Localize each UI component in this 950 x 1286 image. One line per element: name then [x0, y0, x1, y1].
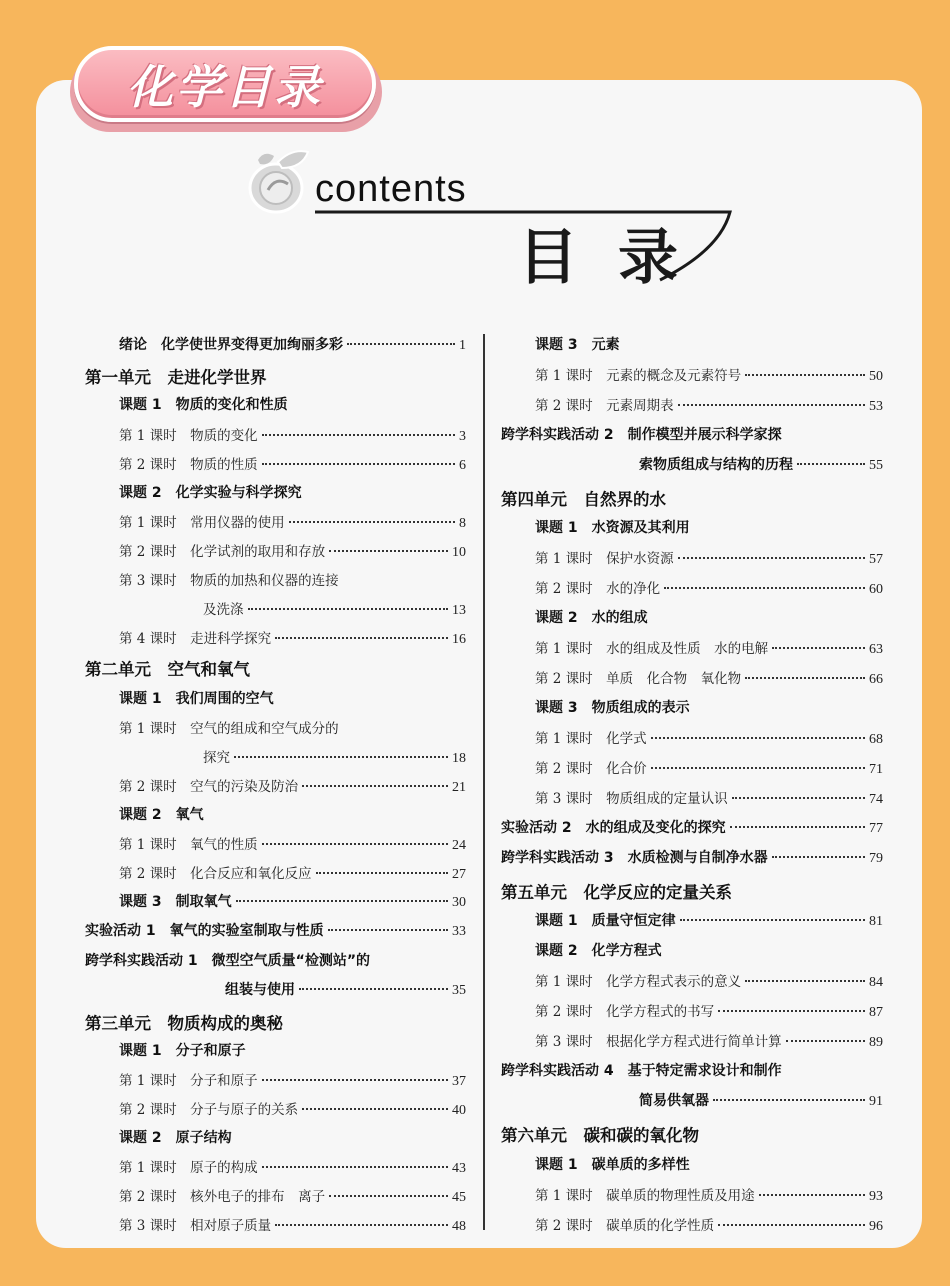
toc-entry[interactable] — [501, 879, 883, 903]
dot-leader — [289, 521, 455, 523]
toc-entry[interactable] — [119, 334, 466, 354]
toc-entry[interactable] — [535, 910, 883, 930]
entry-title: 课题 3 元素 — [535, 337, 620, 353]
entry-title: 实验活动 2 水的组成及变化的探究 — [501, 820, 726, 836]
toc-entry[interactable] — [501, 1060, 883, 1080]
entry-title: 第 3 课时 物质组成的定量认识 — [535, 791, 728, 807]
entry-title: 第 1 课时 化学式 — [535, 731, 647, 747]
entry-title: 第 1 课时 常用仪器的使用 — [119, 515, 285, 531]
entry-title: 第 2 课时 化学方程式的书写 — [535, 1004, 715, 1020]
toc-entry[interactable] — [535, 394, 883, 415]
toc-entry[interactable] — [501, 424, 883, 444]
toc-entry[interactable] — [535, 607, 883, 627]
page-number: 27 — [452, 867, 466, 882]
dot-leader — [262, 1166, 448, 1168]
entry-title: 第 3 课时 物质的加热和仪器的连接 — [119, 573, 339, 589]
page-number: 40 — [452, 1103, 466, 1118]
page-number: 50 — [869, 369, 883, 384]
page-number: 35 — [452, 983, 466, 998]
dot-leader — [732, 797, 865, 799]
entry-title: 课题 1 我们周围的空气 — [119, 691, 274, 707]
page-number: 71 — [869, 762, 883, 777]
toc-entry[interactable] — [119, 775, 466, 796]
toc-entry[interactable] — [639, 454, 883, 474]
toc-entry[interactable] — [119, 862, 466, 883]
entry-title: 第一单元 走进化学世界 — [85, 368, 267, 387]
entry-title: 第 2 课时 水的净化 — [535, 581, 661, 597]
toc-entry[interactable] — [535, 577, 883, 598]
toc-entry[interactable] — [535, 787, 883, 808]
toc-entry[interactable] — [535, 1214, 883, 1235]
entry-title: 第 1 课时 碳单质的物理性质及用途 — [535, 1188, 755, 1204]
entry-title: 第 2 课时 化合反应和氧化反应 — [119, 866, 312, 882]
toc-entry[interactable] — [535, 757, 883, 778]
toc-entry[interactable] — [119, 891, 466, 911]
page-number: 57 — [869, 552, 883, 567]
entry-title: 第 3 课时 根据化学方程式进行简单计算 — [535, 1034, 782, 1050]
dot-leader — [347, 343, 455, 345]
dot-leader — [262, 434, 455, 436]
entry-title: 第 1 课时 保护水资源 — [535, 551, 674, 567]
dot-leader — [759, 1194, 865, 1196]
entry-title: 课题 2 化学方程式 — [535, 943, 662, 959]
entry-title: 课题 1 分子和原子 — [119, 1043, 246, 1059]
entry-title: 第 1 课时 水的组成及性质 水的电解 — [535, 641, 769, 657]
dot-leader — [797, 463, 865, 465]
dot-leader — [718, 1010, 865, 1012]
entry-title: 第 3 课时 相对原子质量 — [119, 1218, 272, 1234]
page-number: 96 — [869, 1219, 883, 1234]
page-number: 66 — [869, 672, 883, 687]
dot-leader — [275, 1224, 448, 1226]
toc-entry[interactable] — [203, 598, 466, 619]
dot-leader — [329, 1195, 448, 1197]
dot-leader — [302, 1108, 448, 1110]
toc-entry[interactable] — [119, 1040, 466, 1060]
dot-leader — [678, 404, 865, 406]
toc-entry[interactable] — [501, 1122, 883, 1146]
dot-leader — [772, 647, 865, 649]
page-number: 10 — [452, 545, 466, 560]
page-number: 18 — [452, 751, 466, 766]
toc-entry[interactable] — [535, 1154, 883, 1174]
entry-title: 第 2 课时 空气的污染及防治 — [119, 779, 299, 795]
entry-title: 课题 1 碳单质的多样性 — [535, 1157, 690, 1173]
entry-title: 探究 — [203, 750, 230, 766]
page-number: 81 — [869, 914, 883, 929]
dot-leader — [299, 988, 448, 990]
entry-title: 第 1 课时 氧气的性质 — [119, 837, 258, 853]
entry-title: 第 2 课时 单质 化合物 氧化物 — [535, 671, 742, 687]
entry-title: 第六单元 碳和碳的氧化物 — [501, 1126, 699, 1145]
entry-title: 及洗涤 — [203, 602, 244, 618]
entry-title: 绪论 化学使世界变得更加绚丽多彩 — [119, 337, 343, 353]
toc-entry[interactable] — [225, 979, 466, 999]
entry-title: 第二单元 空气和氧气 — [85, 660, 250, 679]
toc-entry[interactable] — [501, 486, 883, 510]
toc-entry[interactable] — [203, 746, 466, 767]
dot-leader — [302, 785, 448, 787]
page-number: 74 — [869, 792, 883, 807]
badge-title: 化学目录 — [127, 60, 323, 114]
dot-leader — [745, 980, 865, 982]
toc-entry[interactable] — [119, 804, 466, 824]
entry-title: 课题 1 水资源及其利用 — [535, 520, 690, 536]
toc-entry[interactable] — [85, 950, 466, 970]
toc-entry[interactable] — [119, 717, 466, 737]
toc-entry[interactable] — [535, 697, 883, 717]
entry-title: 课题 1 物质的变化和性质 — [119, 397, 288, 413]
page-number: 1 — [459, 338, 466, 353]
entry-title: 课题 1 质量守恒定律 — [535, 913, 676, 929]
page-number: 68 — [869, 732, 883, 747]
toc-entry[interactable] — [119, 511, 466, 532]
dot-leader — [786, 1040, 865, 1042]
entry-title: 第五单元 化学反应的定量关系 — [501, 883, 732, 902]
dot-leader — [262, 463, 455, 465]
dot-leader — [262, 1079, 448, 1081]
dot-leader — [730, 826, 865, 828]
entry-title: 课题 2 化学实验与科学探究 — [119, 485, 302, 501]
dot-leader — [680, 919, 865, 921]
page-number: 93 — [869, 1189, 883, 1204]
dot-leader — [234, 756, 448, 758]
toc-entry[interactable] — [85, 656, 466, 680]
toc-entry[interactable] — [119, 833, 466, 854]
entry-title: 第 1 课时 分子和原子 — [119, 1073, 258, 1089]
dot-leader — [262, 843, 448, 845]
page-number: 63 — [869, 642, 883, 657]
toc-entry[interactable] — [85, 920, 466, 940]
page-number: 33 — [452, 924, 466, 939]
entry-title: 第四单元 自然界的水 — [501, 490, 666, 509]
entry-title: 课题 2 原子结构 — [119, 1130, 232, 1146]
toc-entry[interactable] — [119, 1127, 466, 1147]
entry-title: 第 2 课时 核外电子的排布 离子 — [119, 1189, 326, 1205]
entry-title: 第三单元 物质构成的奥秘 — [85, 1014, 283, 1033]
page-number: 89 — [869, 1035, 883, 1050]
entry-title: 课题 2 氧气 — [119, 807, 204, 823]
entry-title: 实验活动 1 氧气的实验室制取与性质 — [85, 923, 324, 939]
entry-title: 跨学科实践活动 2 制作模型并展示科学家探 — [501, 427, 782, 443]
entry-title: 第 2 课时 物质的性质 — [119, 457, 258, 473]
toc-entry[interactable] — [119, 453, 466, 474]
entry-title: 第 2 课时 分子与原子的关系 — [119, 1102, 299, 1118]
dot-leader — [316, 872, 448, 874]
page-number: 43 — [452, 1161, 466, 1176]
toc-entry[interactable] — [85, 364, 466, 388]
entry-title: 跨学科实践活动 1 微型空气质量“检测站”的 — [85, 953, 371, 969]
page-number: 55 — [869, 458, 883, 473]
toc-entry[interactable] — [535, 637, 883, 658]
toc-entry[interactable] — [119, 569, 466, 589]
entry-title: 简易供氧器 — [639, 1093, 709, 1109]
toc-entry[interactable] — [535, 1184, 883, 1205]
toc-entry[interactable] — [119, 688, 466, 708]
entry-title: 第 4 课时 走进科学探究 — [119, 631, 272, 647]
toc-entry[interactable] — [535, 727, 883, 748]
page-number: 21 — [452, 780, 466, 795]
toc-entry[interactable] — [535, 970, 883, 991]
page-number: 45 — [452, 1190, 466, 1205]
dot-leader — [329, 550, 448, 552]
page-number: 91 — [869, 1094, 883, 1109]
page-title: 目录 — [518, 223, 718, 293]
dot-leader — [248, 608, 449, 610]
page-number: 16 — [452, 632, 466, 647]
toc-entry[interactable] — [501, 817, 883, 837]
toc-entry[interactable] — [535, 547, 883, 568]
entry-title: 第 1 课时 原子的构成 — [119, 1160, 258, 1176]
dot-leader — [745, 677, 865, 679]
entry-title: 第 2 课时 元素周期表 — [535, 398, 674, 414]
entry-title: 课题 3 物质组成的表示 — [535, 700, 690, 716]
page-number: 60 — [869, 582, 883, 597]
toc-entry[interactable] — [535, 334, 883, 354]
toc-entry[interactable] — [535, 667, 883, 688]
dot-leader — [745, 374, 865, 376]
dot-leader — [718, 1224, 865, 1226]
dot-leader — [328, 929, 448, 931]
entry-title: 第 1 课时 元素的概念及元素符号 — [535, 368, 742, 384]
toc-entry[interactable] — [119, 394, 466, 414]
entry-title: 第 2 课时 碳单质的化学性质 — [535, 1218, 715, 1234]
entry-title: 课题 2 水的组成 — [535, 610, 648, 626]
toc-entry[interactable] — [501, 847, 883, 867]
column-divider — [483, 334, 485, 1230]
toc-entry[interactable] — [85, 1010, 466, 1034]
page-number: 84 — [869, 975, 883, 990]
toc-entry[interactable] — [119, 482, 466, 502]
dot-leader — [651, 737, 865, 739]
dot-leader — [713, 1099, 865, 1101]
dot-leader — [651, 767, 865, 769]
toc-entry[interactable] — [639, 1090, 883, 1110]
dot-leader — [772, 856, 865, 858]
toc-entry[interactable] — [119, 627, 466, 648]
page-number: 77 — [869, 821, 883, 836]
entry-title: 索物质组成与结构的历程 — [639, 457, 793, 473]
toc-entry[interactable] — [119, 1069, 466, 1090]
entry-title: 第 1 课时 物质的变化 — [119, 428, 258, 444]
dot-leader — [236, 900, 448, 902]
page-number: 6 — [459, 458, 466, 473]
page-number: 37 — [452, 1074, 466, 1089]
toc-entry[interactable] — [119, 424, 466, 445]
dot-leader — [275, 637, 448, 639]
page-number: 24 — [452, 838, 466, 853]
toc-entry[interactable] — [119, 1156, 466, 1177]
entry-title: 组装与使用 — [225, 982, 295, 998]
page-number: 87 — [869, 1005, 883, 1020]
page-number: 79 — [869, 851, 883, 866]
page-number: 13 — [452, 603, 466, 618]
entry-title: 课题 3 制取氧气 — [119, 894, 232, 910]
entry-title: 跨学科实践活动 3 水质检测与自制净水器 — [501, 850, 768, 866]
dot-leader — [664, 587, 865, 589]
page-number: 3 — [459, 429, 466, 444]
entry-title: 第 1 课时 空气的组成和空气成分的 — [119, 721, 339, 737]
entry-title: 第 2 课时 化合价 — [535, 761, 647, 777]
toc-entry[interactable] — [119, 1185, 466, 1206]
page-number: 48 — [452, 1219, 466, 1234]
contents-heading: contents — [315, 168, 467, 210]
toc-entry[interactable] — [119, 540, 466, 561]
entry-title: 第 2 课时 化学试剂的取用和存放 — [119, 544, 326, 560]
toc-entry[interactable] — [119, 1098, 466, 1119]
page-number: 53 — [869, 399, 883, 414]
entry-title: 跨学科实践活动 4 基于特定需求设计和制作 — [501, 1063, 782, 1079]
dot-leader — [678, 557, 865, 559]
page-number: 30 — [452, 895, 466, 910]
toc-entry[interactable] — [535, 1030, 883, 1051]
entry-title: 第 1 课时 化学方程式表示的意义 — [535, 974, 742, 990]
toc-entry[interactable] — [535, 1000, 883, 1021]
page-number: 8 — [459, 516, 466, 531]
toc-entry[interactable] — [535, 364, 883, 385]
toc-entry[interactable] — [119, 1214, 466, 1235]
toc-entry[interactable] — [535, 517, 883, 537]
toc-entry[interactable] — [535, 940, 883, 960]
